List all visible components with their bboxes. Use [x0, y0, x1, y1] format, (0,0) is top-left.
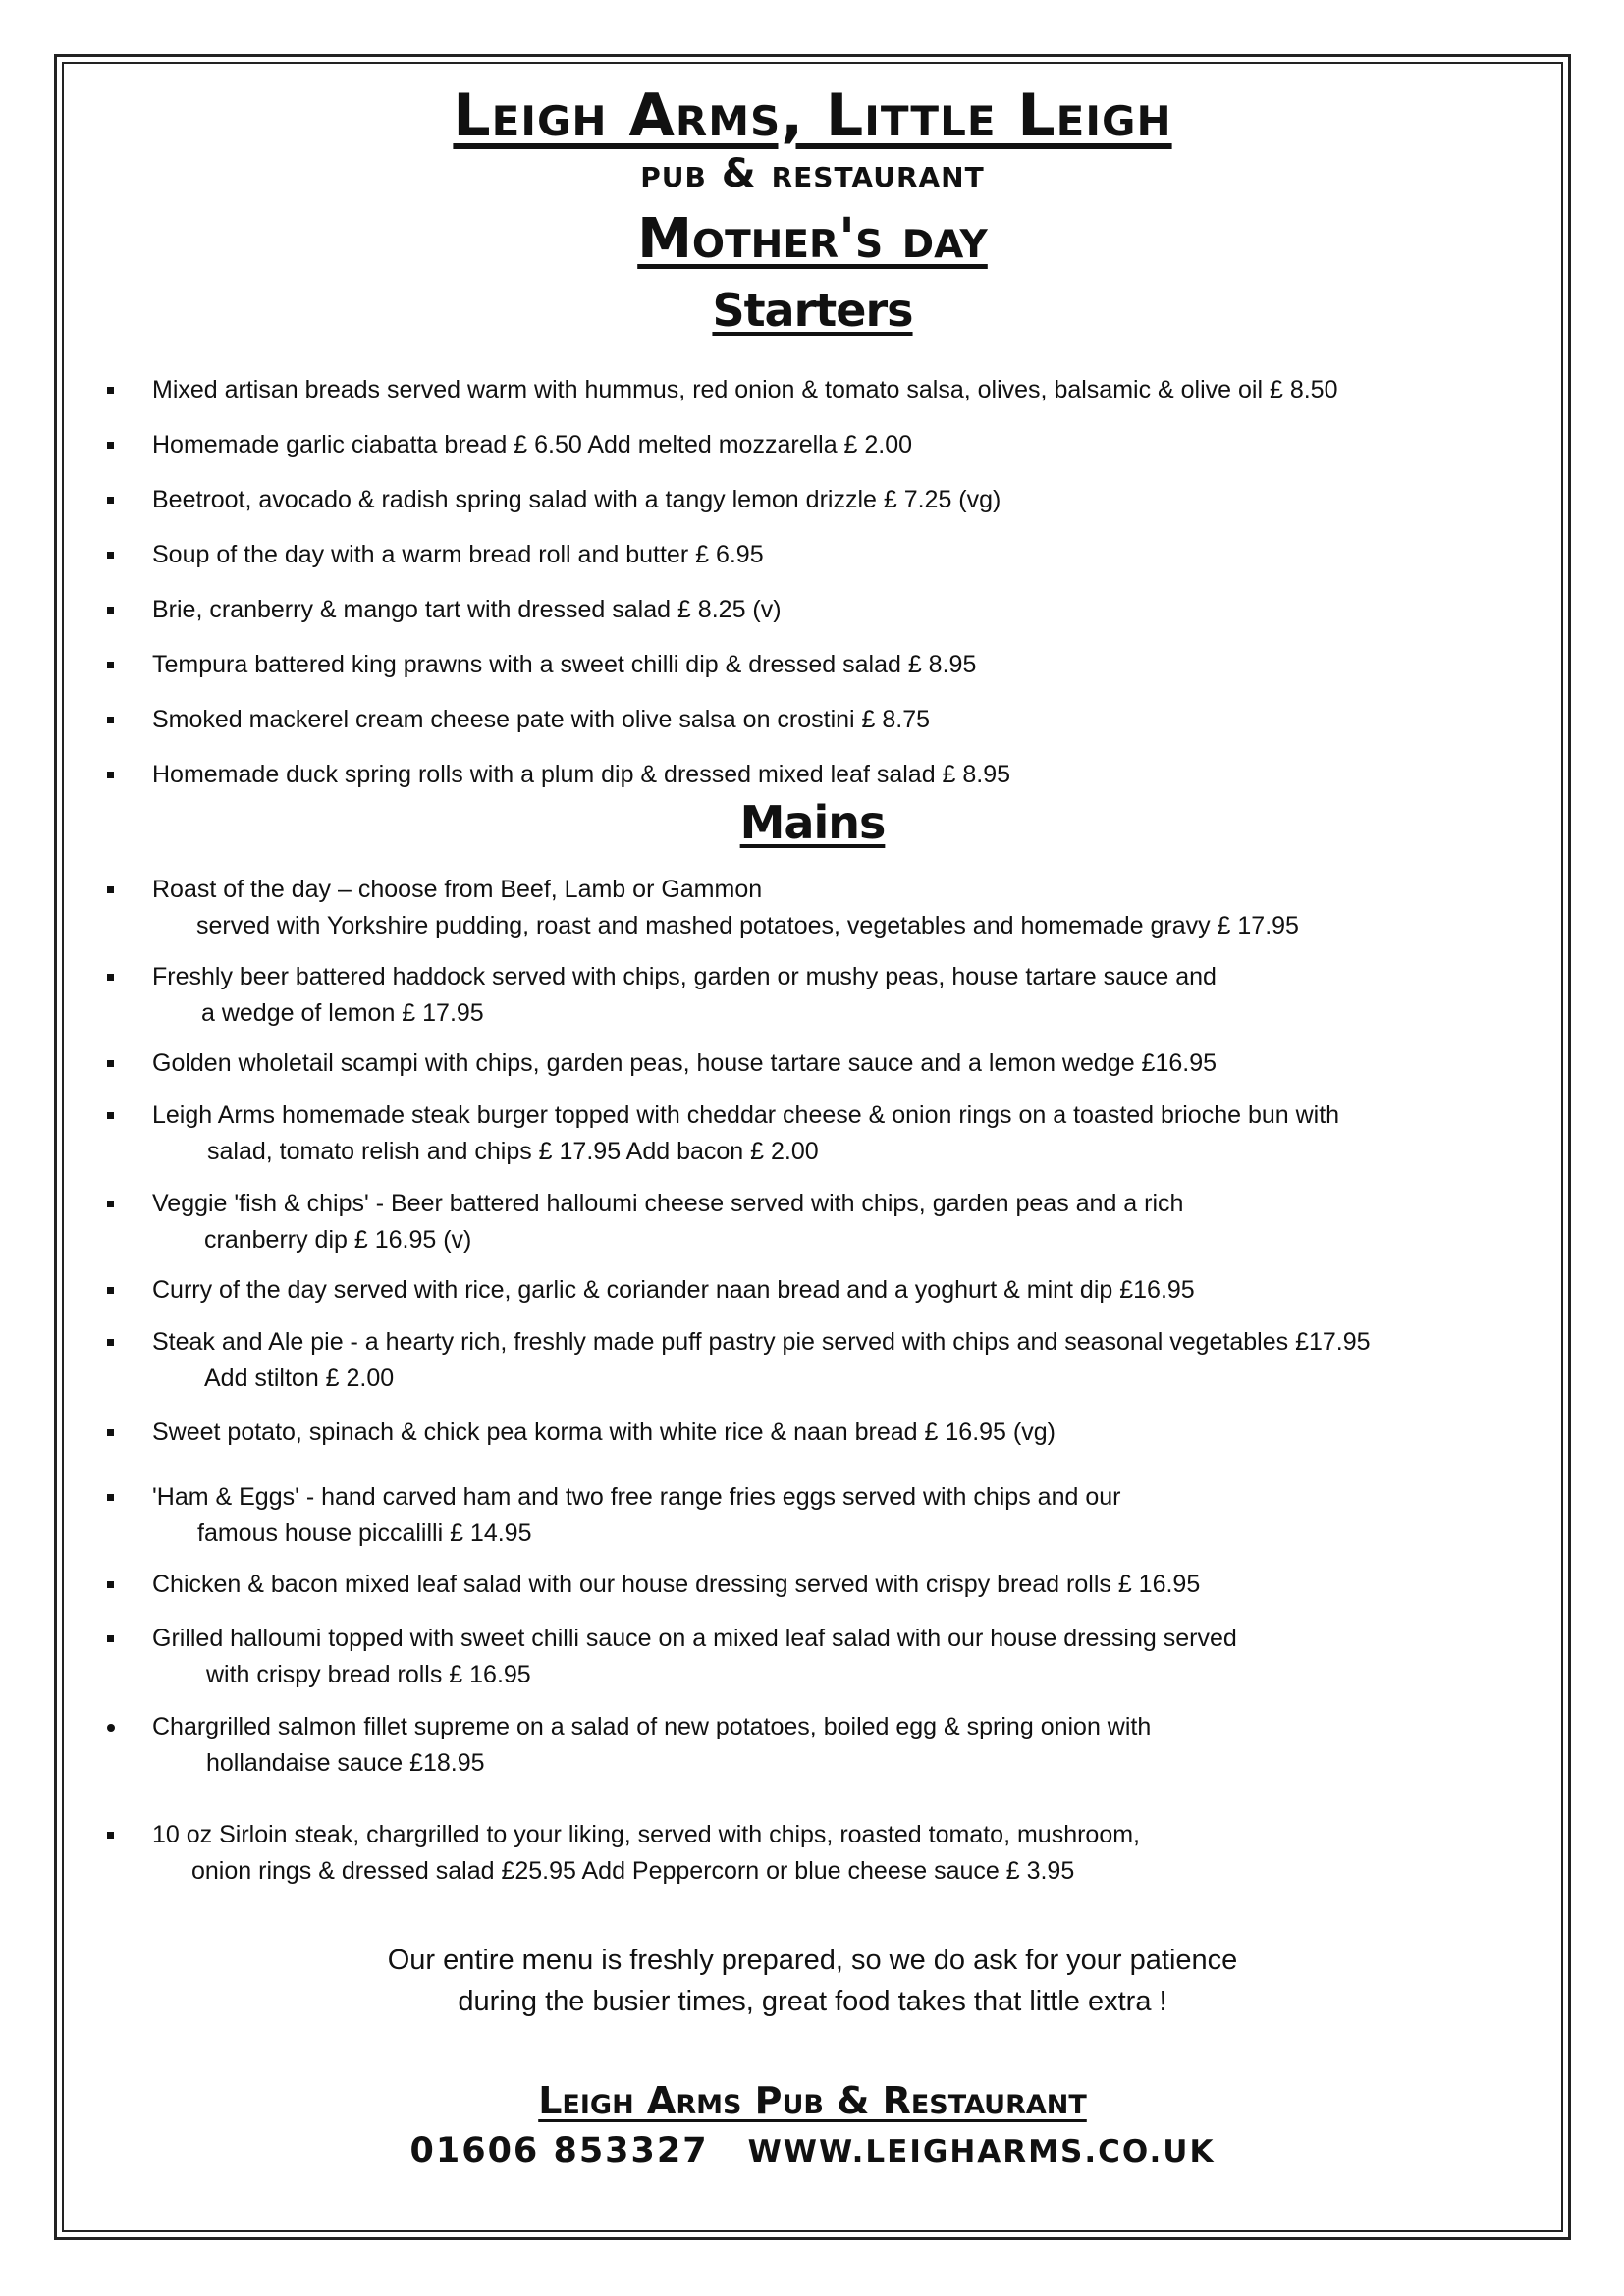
- bullet-icon: [107, 607, 114, 614]
- bullet-icon: [107, 1287, 114, 1294]
- bullet-icon: [107, 1112, 114, 1119]
- bullet-icon: [107, 1724, 115, 1732]
- bullet-icon: [107, 886, 114, 893]
- main-item: Chargrilled salmon fillet supreme on a salad of new potatoes, boiled egg & spring onion with hollandaise sauce £18.95: [152, 1709, 1546, 1782]
- footer-contact: [62, 2131, 1563, 2170]
- main-item: Steak and Ale pie - a hearty rich, freshly made puff pastry pie served with chips and seasonal vegetables £17.95 Add stilton £ 2.00: [152, 1324, 1546, 1397]
- bullet-icon: [107, 1635, 114, 1642]
- bullet-icon: [107, 974, 114, 981]
- starter-item: Brie, cranberry & mango tart with dressed salad £ 8.25 (v): [152, 592, 1546, 628]
- starter-item: Smoked mackerel cream cheese pate with olive salsa on crostini £ 8.75: [152, 702, 1546, 738]
- starter-item: Beetroot, avocado & radish spring salad with a tangy lemon drizzle £ 7.25 (vg): [152, 482, 1546, 518]
- bullet-icon: [107, 442, 114, 449]
- bullet-icon: [107, 717, 114, 723]
- bullet-icon: [107, 1429, 114, 1436]
- bullet-icon: [107, 772, 114, 778]
- starter-item: Homemade duck spring rolls with a plum dip & dressed mixed leaf salad £ 8.95: [152, 757, 1546, 793]
- starter-item: Soup of the day with a warm bread roll and butter £ 6.95: [152, 537, 1546, 573]
- occasion-title: Mother's day: [637, 207, 988, 271]
- bullet-icon: [107, 662, 114, 668]
- bullet-icon: [107, 497, 114, 504]
- bullet-icon: [107, 1339, 114, 1346]
- main-item: Veggie 'fish & chips' - Beer battered halloumi cheese served with chips, garden peas and a rich cranberry dip £ 16.95 (v): [152, 1186, 1546, 1258]
- main-item: Leigh Arms homemade steak burger topped with cheddar cheese & onion rings on a toasted brioche bun with salad, tomato relish and chips £ 17.95 Add bacon £ 2.00: [152, 1097, 1546, 1170]
- bullet-icon: [107, 387, 114, 394]
- bullet-icon: [107, 1832, 114, 1839]
- starter-item: Tempura battered king prawns with a sweet chilli dip & dressed salad £ 8.95: [152, 647, 1546, 683]
- phone-number: 01606 853327: [409, 2131, 709, 2170]
- main-item: Golden wholetail scampi with chips, garden peas, house tartare sauce and a lemon wedge £16.95: [152, 1045, 1546, 1082]
- pub-title: Leigh Arms, Little Leigh: [453, 81, 1172, 150]
- starters-heading: Starters: [712, 284, 913, 337]
- starter-item: Homemade garlic ciabatta bread £ 6.50 Add melted mozzarella £ 2.00: [152, 427, 1546, 463]
- pub-subtitle: pub & restaurant: [640, 151, 985, 196]
- website-link[interactable]: WWW.LEIGHARMS.CO.UK: [747, 2134, 1216, 2169]
- mains-heading: Mains: [739, 796, 886, 849]
- bullet-icon: [107, 1494, 114, 1501]
- bullet-icon: [107, 552, 114, 559]
- main-item: 'Ham & Eggs' - hand carved ham and two free range fries eggs served with chips and our famous house piccalilli £ 14.95: [152, 1479, 1546, 1552]
- main-item: Sweet potato, spinach & chick pea korma with white rice & naan bread £ 16.95 (vg): [152, 1415, 1546, 1451]
- main-item: Chicken & bacon mixed leaf salad with our house dressing served with crispy bread rolls £ 16.95: [152, 1567, 1546, 1603]
- patience-note: Our entire menu is freshly prepared, so we do ask for your patience during the busier times, great food takes that little extra !: [387, 1945, 1238, 2017]
- main-item: Grilled halloumi topped with sweet chilli sauce on a mixed leaf salad with our house dressing served with crispy bread rolls £ 16.95: [152, 1621, 1546, 1693]
- bullet-icon: [107, 1581, 114, 1588]
- bullet-icon: [107, 1060, 114, 1067]
- bullet-icon: [107, 1201, 114, 1207]
- main-item: 10 oz Sirloin steak, chargrilled to your liking, served with chips, roasted tomato, mushroom, onion rings & dressed salad £25.95 Add Peppercorn or blue cheese sauce £ 3.95: [152, 1817, 1546, 1890]
- main-item: Roast of the day – choose from Beef, Lamb or Gammon served with Yorkshire pudding, roast and mashed potatoes, vegetables and homemade gravy £ 17.95: [152, 872, 1546, 944]
- starter-item: Mixed artisan breads served warm with hummus, red onion & tomato salsa, olives, balsamic & olive oil £ 8.50: [152, 372, 1546, 408]
- main-item: Curry of the day served with rice, garlic & coriander naan bread and a yoghurt & mint dip £16.95: [152, 1272, 1546, 1308]
- footer-pub-name: Leigh Arms Pub & Restaurant: [538, 2079, 1087, 2122]
- main-item: Freshly beer battered haddock served with chips, garden or mushy peas, house tartare sauce and a wedge of lemon £ 17.95: [152, 959, 1546, 1032]
